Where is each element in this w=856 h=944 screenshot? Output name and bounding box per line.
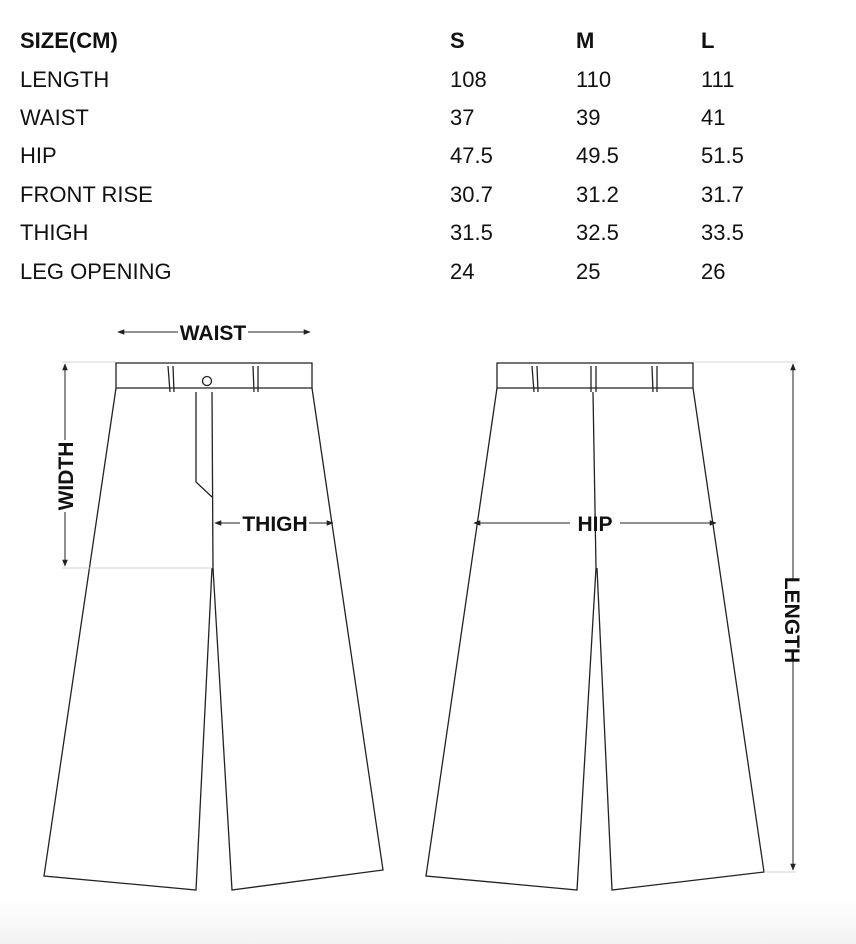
- back-pants-outline: [426, 363, 764, 890]
- cell-s: 24: [450, 258, 475, 284]
- length-dimension: [780, 364, 803, 870]
- thigh-label: THIGH: [242, 513, 308, 536]
- cell-s: 30.7: [450, 181, 493, 207]
- header-size-cm: SIZE(CM): [20, 28, 118, 54]
- table-row: [20, 137, 781, 175]
- front-pants-outline: [44, 363, 383, 890]
- row-label: FRONT RISE: [20, 181, 153, 207]
- cell-l: 51.5: [701, 143, 744, 169]
- thigh-dimension: [215, 513, 333, 536]
- header-size-m: M: [576, 28, 595, 54]
- size-chart-table: [20, 22, 781, 291]
- cell-m: 39: [576, 104, 601, 130]
- cell-m: 32.5: [576, 220, 619, 246]
- cell-l: 33.5: [701, 220, 744, 246]
- hip-dimension: [474, 513, 716, 536]
- row-label: HIP: [20, 143, 57, 169]
- table-row: [20, 252, 781, 290]
- header-size-s: S: [450, 28, 465, 54]
- table-row: [20, 60, 781, 98]
- table-row: [20, 176, 781, 214]
- cell-m: 49.5: [576, 143, 619, 169]
- row-label: WAIST: [20, 104, 89, 130]
- table-header-row: [20, 22, 781, 60]
- table-row: [20, 99, 781, 137]
- bottom-fade: [0, 900, 856, 944]
- cell-s: 47.5: [450, 143, 493, 169]
- cell-m: 25: [576, 258, 601, 284]
- cell-s: 37: [450, 104, 475, 130]
- width-dimension: [55, 364, 78, 566]
- cell-m: 31.2: [576, 181, 619, 207]
- cell-l: 111: [701, 66, 735, 92]
- row-label: LENGTH: [20, 66, 110, 92]
- button-icon: [203, 377, 212, 386]
- cell-s: 108: [450, 66, 487, 92]
- row-label: THIGH: [20, 220, 89, 246]
- hip-label: HIP: [577, 513, 613, 536]
- table-row: [20, 214, 781, 252]
- length-label: LENGTH: [780, 576, 803, 664]
- cell-l: 41: [701, 104, 726, 130]
- waist-dimension: [118, 322, 310, 345]
- header-size-l: L: [701, 28, 715, 54]
- width-label: WIDTH: [55, 441, 78, 511]
- row-label: LEG OPENING: [20, 258, 172, 284]
- cell-l: 31.7: [701, 181, 744, 207]
- cell-s: 31.5: [450, 220, 493, 246]
- pants-measurement-diagram: [0, 300, 856, 900]
- cell-l: 26: [701, 258, 726, 284]
- cell-m: 110: [576, 66, 612, 92]
- waist-label: WAIST: [179, 322, 247, 345]
